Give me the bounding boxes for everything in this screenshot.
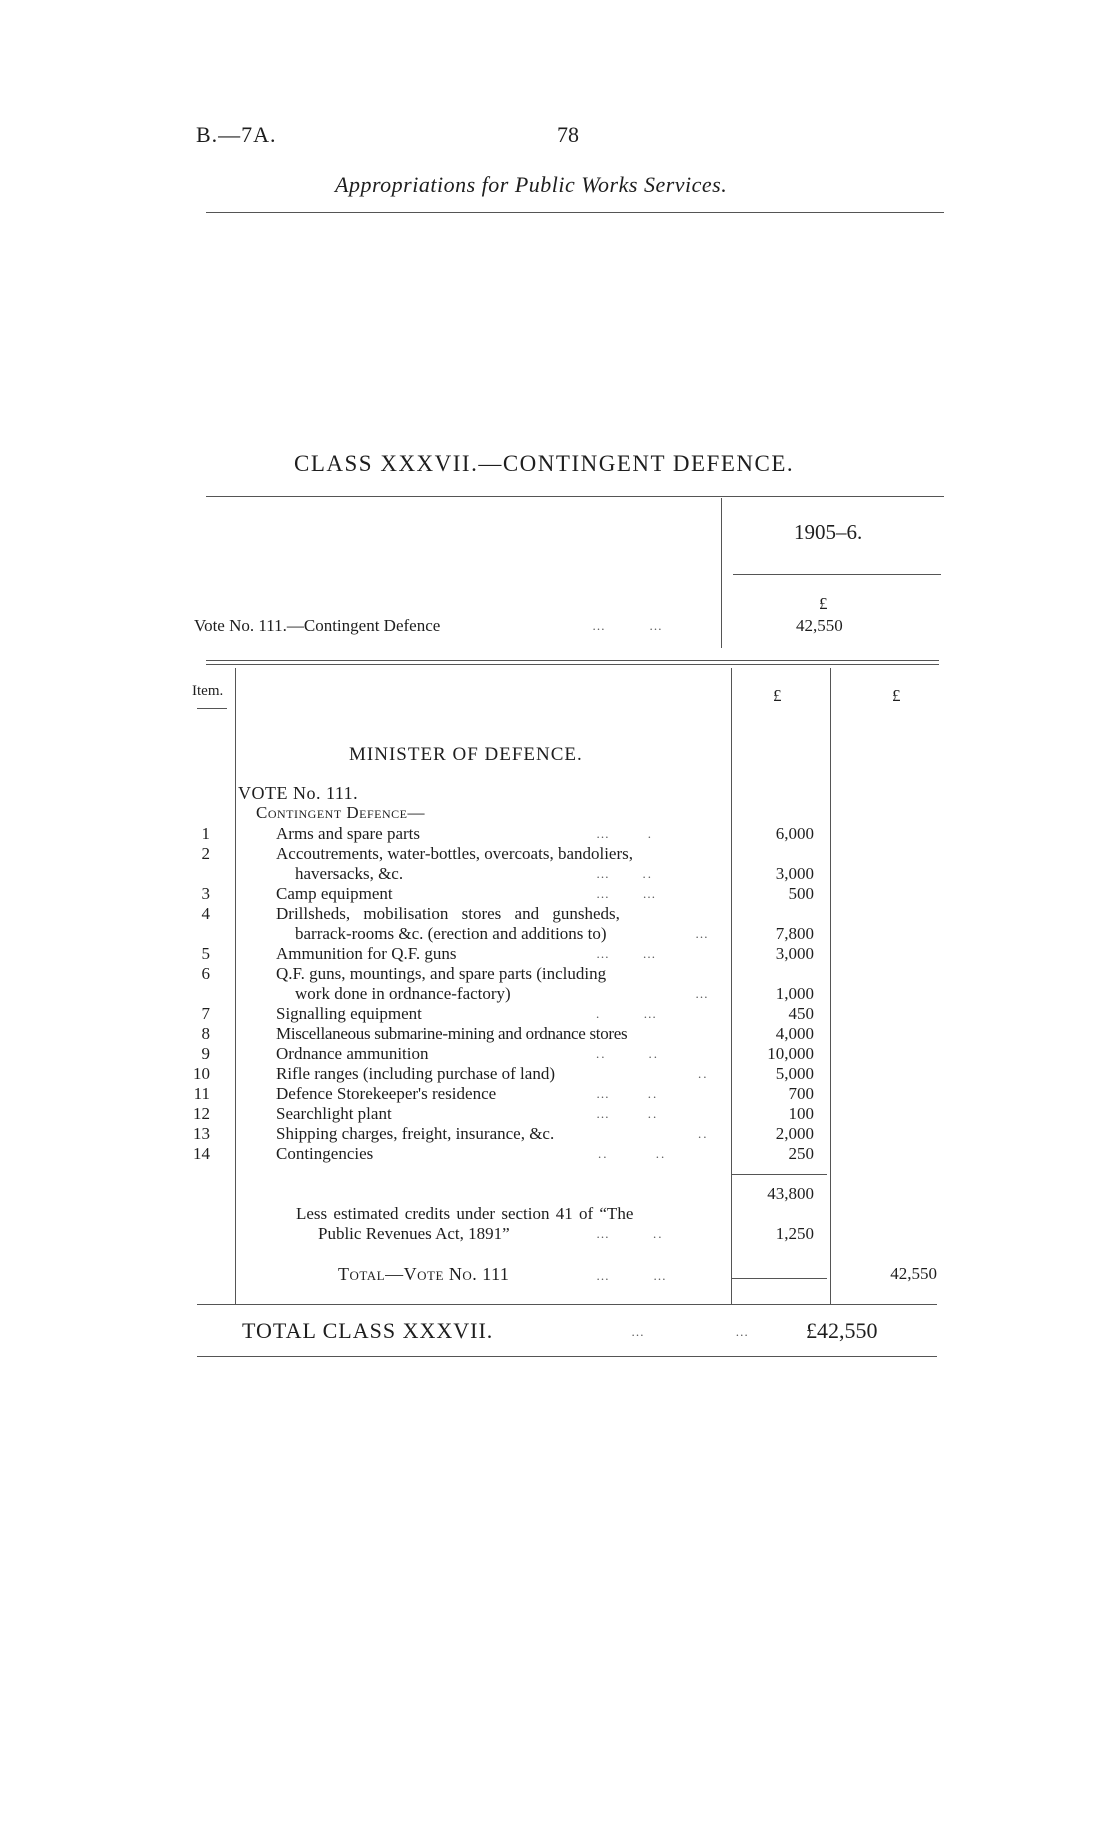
total-vote-label: Total—Vote No. 111 — [338, 1264, 510, 1284]
item-amount: 3,000 — [775, 944, 814, 963]
page-title: Appropriations for Public Works Services. — [335, 172, 728, 197]
leader-dots: … .. — [596, 1226, 664, 1241]
item-number: 14 — [193, 1144, 210, 1163]
subhead: Contingent Defence— — [256, 803, 426, 822]
item-number: 3 — [201, 884, 210, 903]
subtotal-rule — [731, 1174, 827, 1175]
table-item-divider — [235, 668, 236, 1304]
item-description: Contingencies — [276, 1144, 374, 1163]
item-number: 4 — [201, 904, 210, 923]
summary-top-rule — [206, 496, 944, 497]
summary-year-rule — [733, 574, 941, 575]
total-vote-amount: 42,550 — [890, 1264, 937, 1283]
item-amount: 3,000 — [775, 864, 814, 883]
item-amount: 2,000 — [775, 1124, 814, 1143]
leader-dots: .. .. — [596, 1046, 659, 1061]
leader-dots: … — [695, 986, 710, 1001]
leader-dots: … .. — [596, 1086, 659, 1101]
item-number: 1 — [201, 824, 210, 843]
department-heading: MINISTER OF DEFENCE. — [349, 744, 583, 765]
total-vote-rule — [731, 1278, 827, 1279]
item-amount: 6,000 — [775, 824, 814, 843]
table-col2-divider — [830, 668, 831, 1304]
grand-total-top-rule — [197, 1304, 937, 1305]
item-description-continued: barrack-rooms &c. (erection and additions to) — [295, 924, 607, 943]
item-description: Miscellaneous submarine-mining and ordnance stores — [276, 1024, 628, 1043]
item-number: 5 — [201, 944, 210, 963]
item-description-continued: work done in ordnance-factory) — [295, 984, 511, 1003]
summary-divider — [721, 498, 722, 648]
leader-dots: … … — [596, 886, 658, 901]
item-description-continued: haversacks, &c. — [295, 864, 404, 883]
item-description: Shipping charges, freight, insurance, &c. — [276, 1124, 555, 1143]
leader-dots: .. .. — [598, 1146, 667, 1161]
item-number: 8 — [201, 1024, 210, 1043]
item-description: Defence Storekeeper's residence — [276, 1084, 497, 1103]
item-description: Arms and spare parts — [276, 824, 420, 843]
subtotal-amount: 43,800 — [767, 1184, 814, 1203]
summary-vote-label: Vote No. 111.—Contingent Defence — [194, 616, 441, 635]
document-reference: B.—7A. — [196, 122, 277, 147]
credits-amount: 1,250 — [775, 1224, 814, 1243]
item-description: Q.F. guns, mountings, and spare parts (including — [276, 964, 607, 983]
summary-currency: £ — [819, 594, 828, 613]
col2-currency: £ — [892, 686, 901, 705]
leader-dots: … . — [596, 826, 653, 841]
page-number: 78 — [557, 122, 579, 147]
class-heading: CLASS XXXVII.—CONTINGENT DEFENCE. — [294, 451, 795, 476]
item-number: 6 — [201, 964, 210, 983]
leader-dots: … .. — [596, 866, 653, 881]
leader-dots: . … — [596, 1006, 659, 1021]
item-description: Rifle ranges (including purchase of land) — [276, 1064, 555, 1083]
item-description: Ordnance ammunition — [276, 1044, 429, 1063]
item-amount: 100 — [788, 1104, 814, 1123]
vote-heading: VOTE No. 111. — [238, 783, 359, 803]
item-amount: 500 — [788, 884, 814, 903]
item-amount: 7,800 — [775, 924, 814, 943]
item-number: 9 — [201, 1044, 210, 1063]
item-description: Ammunition for Q.F. guns — [276, 944, 457, 963]
leader-dots: .. — [698, 1066, 709, 1081]
item-description: Accoutrements, water-bottles, overcoats, bandoliers, — [276, 844, 634, 863]
item-description: Searchlight plant — [276, 1104, 392, 1123]
col1-currency: £ — [773, 686, 782, 705]
summary-vote-amount: 42,550 — [796, 616, 843, 635]
item-amount: 1,000 — [775, 984, 814, 1003]
item-amount: 700 — [788, 1084, 814, 1103]
leader-dots: … … — [596, 946, 658, 961]
table-item-header: Item. — [192, 683, 224, 699]
summary-bottom-rule-2 — [206, 664, 939, 665]
summary-year: 1905–6. — [794, 520, 863, 544]
item-description: Signalling equipment — [276, 1004, 422, 1023]
summary-leader-dots: … … — [592, 618, 664, 633]
item-amount: 250 — [788, 1144, 814, 1163]
item-number: 13 — [193, 1124, 210, 1143]
leader-dots: … … — [596, 1268, 668, 1283]
item-number: 7 — [201, 1004, 210, 1023]
summary-bottom-rule — [206, 660, 939, 661]
credits-description: Less estimated credits under section 41 of “The — [296, 1204, 634, 1223]
leader-dots: … .. — [596, 1106, 659, 1121]
item-number: 11 — [193, 1084, 210, 1103]
item-amount: 4,000 — [775, 1024, 814, 1043]
leader-dots: … … — [631, 1324, 751, 1339]
item-header-underline — [197, 708, 227, 709]
header-rule — [206, 212, 944, 213]
item-description: Camp equipment — [276, 884, 393, 903]
leader-dots: … — [695, 926, 710, 941]
item-amount: 450 — [788, 1004, 814, 1023]
item-amount: 5,000 — [775, 1064, 814, 1083]
item-number: 10 — [193, 1064, 210, 1083]
credits-description-continued: Public Revenues Act, 1891” — [318, 1224, 510, 1243]
leader-dots: .. — [698, 1126, 709, 1141]
item-amount: 10,000 — [767, 1044, 814, 1063]
grand-total-label: TOTAL CLASS XXXVII. — [242, 1318, 494, 1343]
grand-total-amount: £42,550 — [806, 1318, 878, 1343]
item-description: Drillsheds, mobilisation stores and gunsheds, — [276, 904, 620, 923]
grand-total-bottom-rule — [197, 1356, 937, 1357]
item-number: 2 — [201, 844, 210, 863]
item-number: 12 — [193, 1104, 210, 1123]
